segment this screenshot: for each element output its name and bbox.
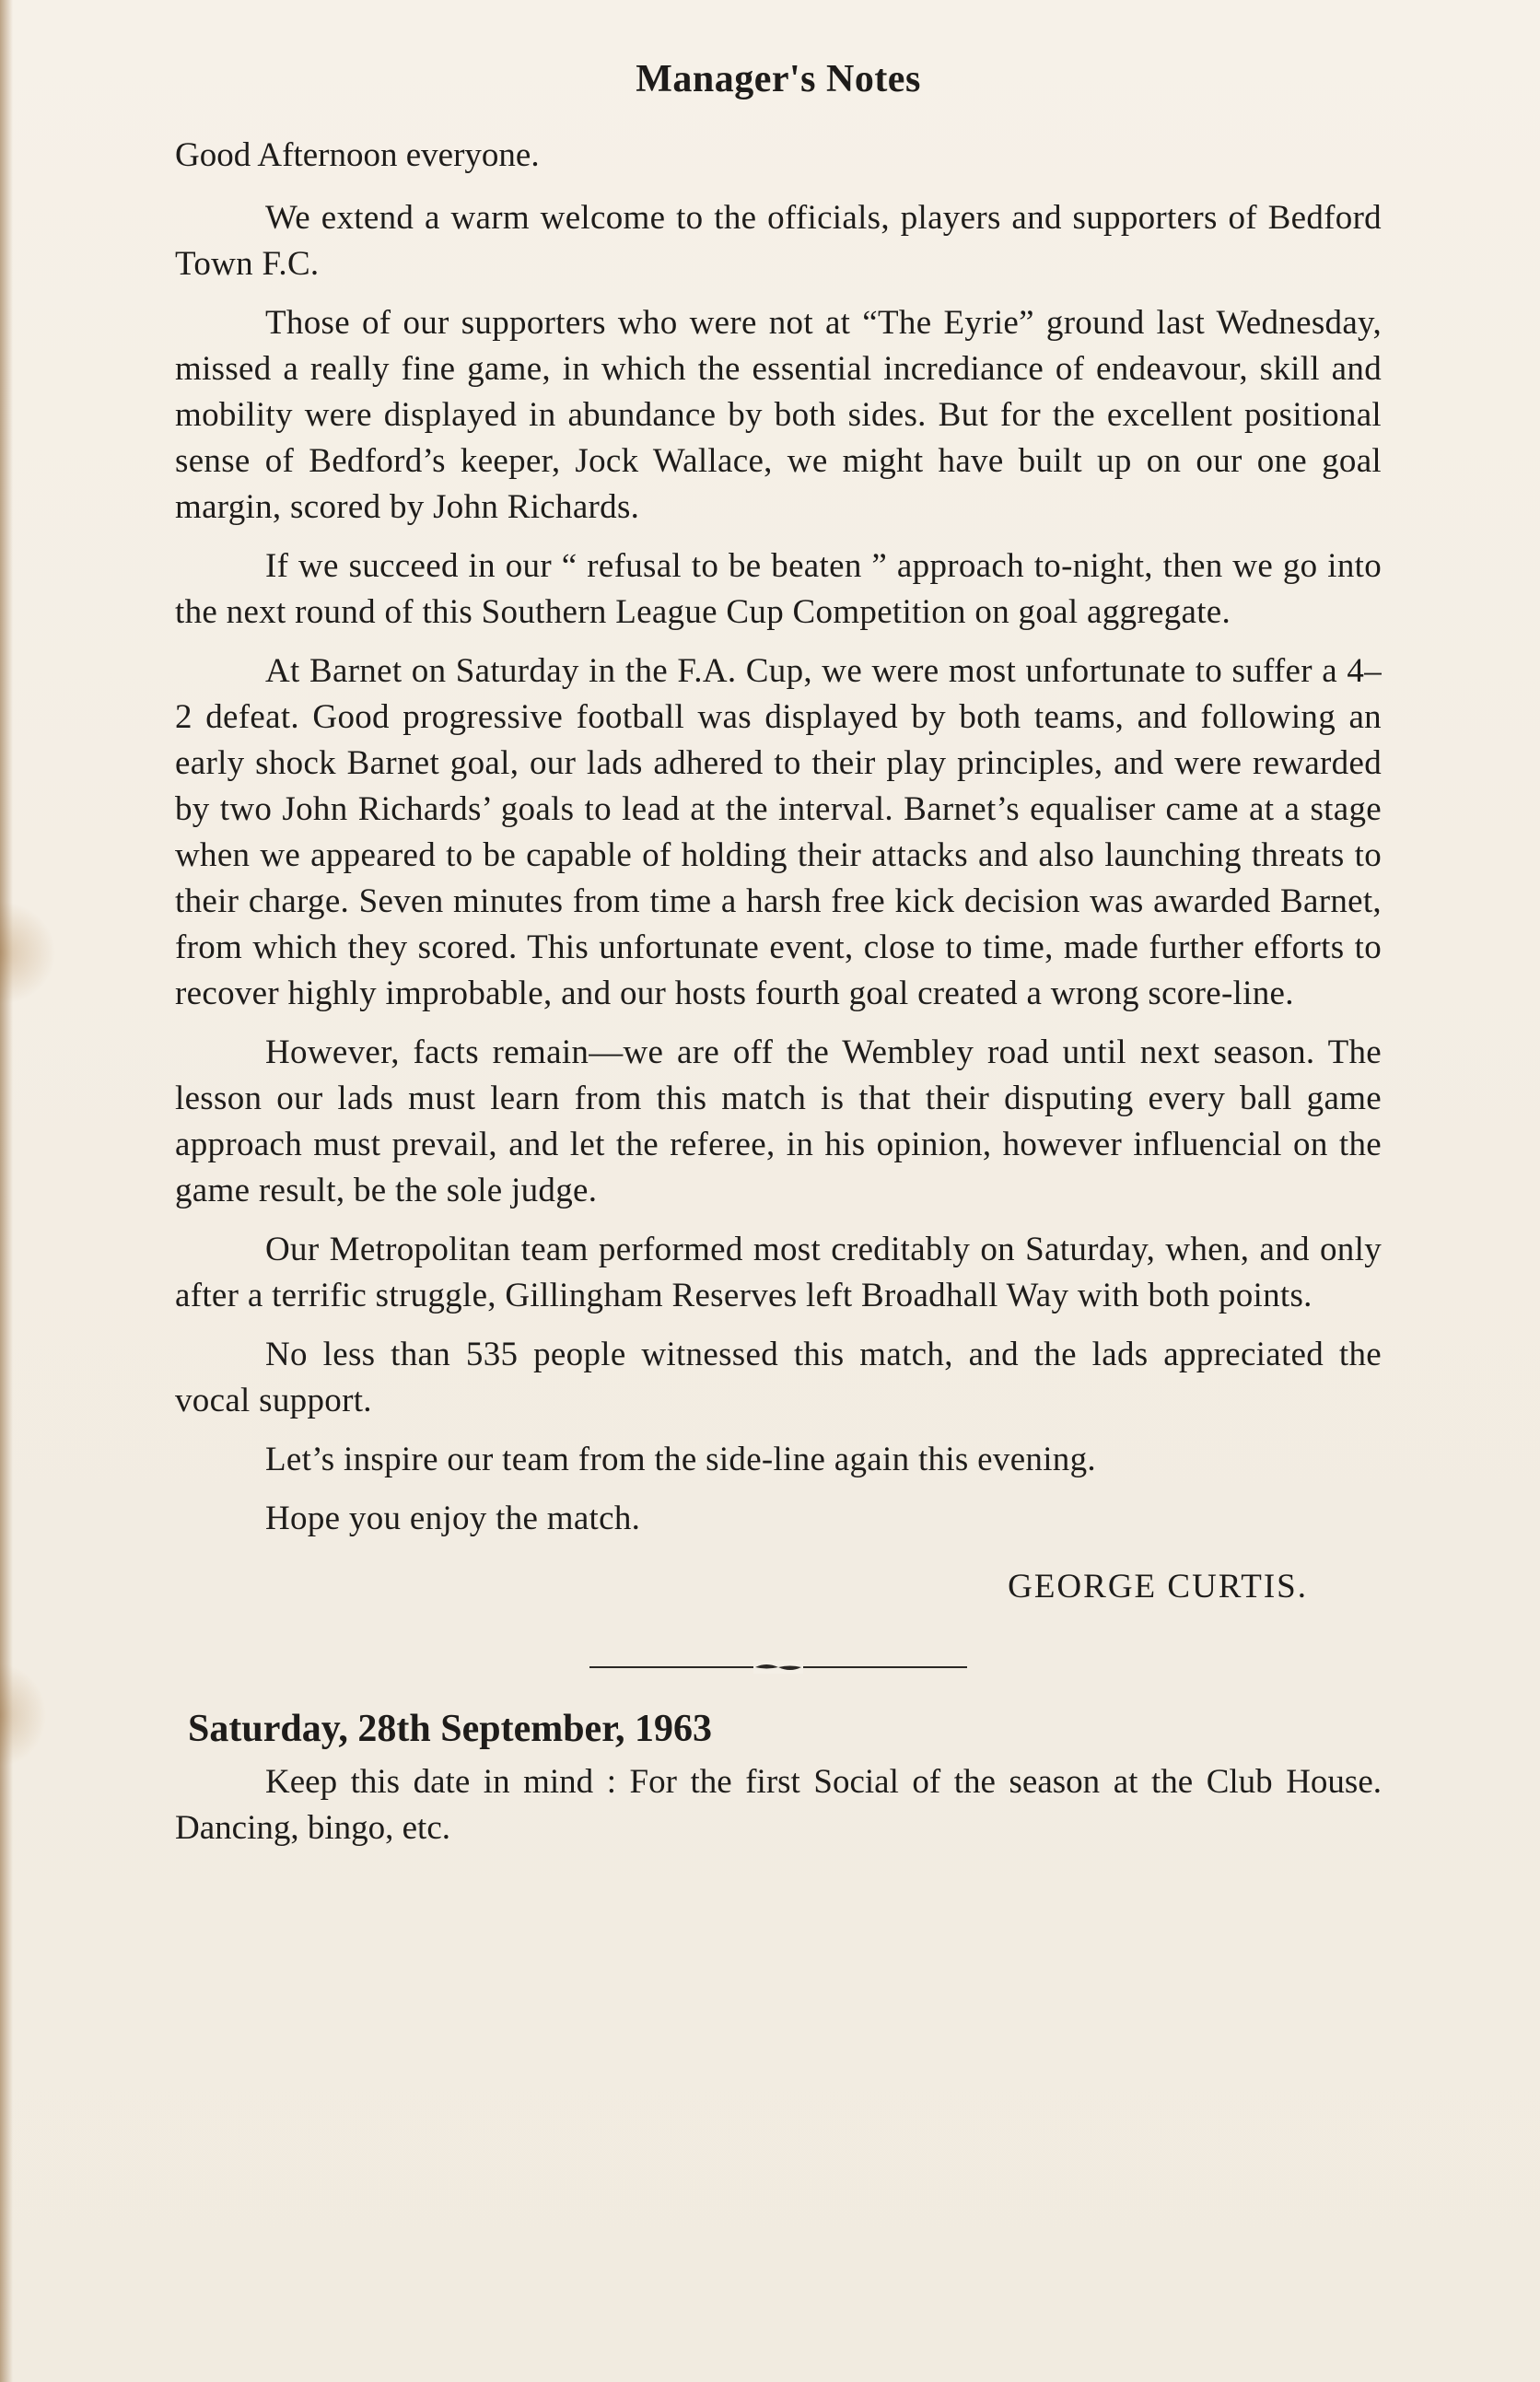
paragraph-welcome: We extend a warm welcome to the officials, players and supporters of Bedford Town F.C. [175,199,1382,283]
paragraph-tonight: If we succeed in our “ refusal to be beaten ” approach to-night, then we go into the next round of this Southern League Cup Competition on goal aggregate. [175,547,1382,631]
paragraph-barnet-match: At Barnet on Saturday in the F.A. Cup, we were most unfortunate to suffer a 4–2 defeat. Good progressive football was displayed by both teams, and following an early shock Barnet goal, our lads adhered to their play principles, and were rewarded by two John Richards’ goals to lead at the interval. Barnet’s equaliser came at a stage when we appeared to be capable of holding their attacks and also launching threats to their charge. Seven minutes from time a harsh free kick decision was awarded Barnet, from which they scored. This unfortunate event, close to time, made further efforts to recover highly improbable, and our hosts fourth goal created a wrong score-line. [175,652,1382,1012]
event-description: Keep this date in mind : For the first Social of the season at the Club House. Dancing, bingo, etc. [175,1763,1382,1847]
paragraph-attendance: No less than 535 people witnessed this match, and the lads appreciated the vocal support. [175,1336,1382,1419]
paragraph-inspire: Let’s inspire our team from the side-line again this evening. [265,1441,1096,1478]
page-title: Manager's Notes [636,58,921,100]
page-edge-stain [0,0,13,2382]
paragraph-metropolitan: Our Metropolitan team performed most creditably on Saturday, when, and only after a terrific struggle, Gillingham Reserves left Broadhall Way with both points. [175,1231,1382,1314]
paragraph-wembley: However, facts remain—we are off the Wembley road until next season. The lesson our lads must learn from this match is that their disputing every ball game approach must prevail, and let the referee, in his opinion, however influencial on the game result, be the sole judge. [175,1033,1382,1209]
paragraph-eyrie-match: Those of our supporters who were not at “The Eyrie” ground last Wednesday, missed a really fine game, in which the essential incrediance of endeavour, skill and mobility were displayed in abundance by both sides. But for the excellent positional sense of Bedford’s keeper, Jock Wallace, we might have built up on our one goal margin, scored by John Richards. [175,304,1382,526]
greeting: Good Afternoon everyone. [175,136,540,174]
ornamental-divider [589,1658,967,1676]
signature: GEORGE CURTIS. [1008,1568,1308,1606]
paragraph-enjoy: Hope you enjoy the match. [265,1500,641,1537]
divider-ornament-icon [753,1661,803,1674]
manager-notes-article [175,57,1382,1851]
event-date-heading: Saturday, 28th September, 1963 [188,1708,712,1750]
